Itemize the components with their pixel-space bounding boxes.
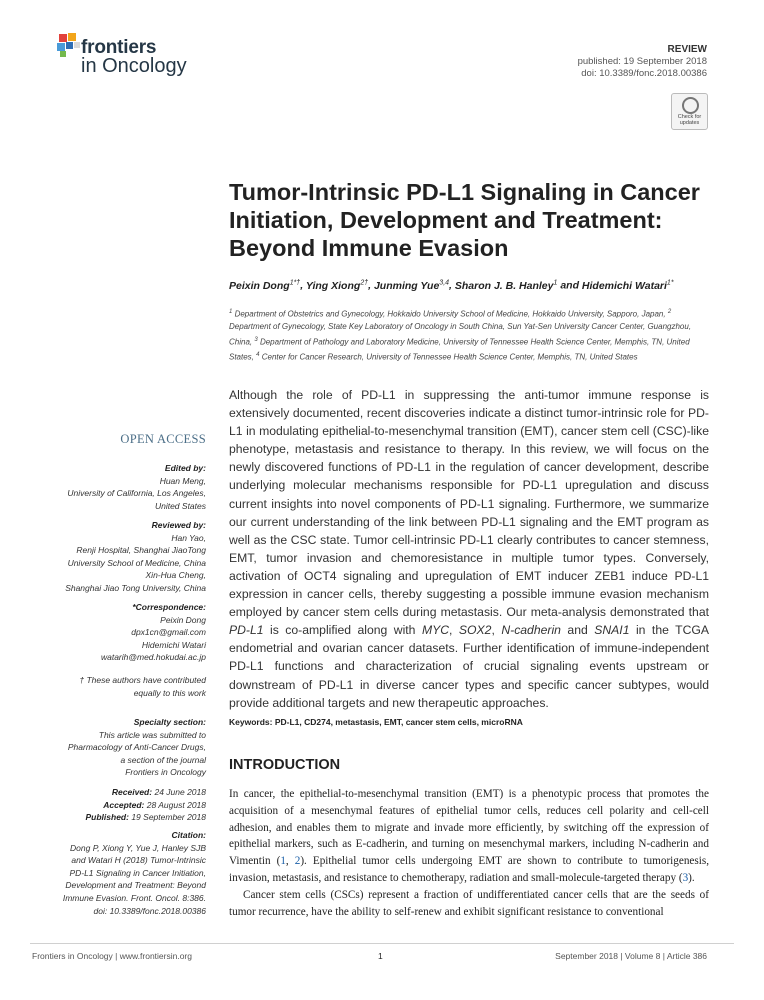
email-link[interactable]: watarih@med.hokudai.ac.jp bbox=[100, 652, 206, 663]
correspondence-block: *Correspondence: Peixin Dong dpx1cn@gmail.com Hidemichi Watari watarih@med.hokudai.ac.jp bbox=[100, 602, 206, 663]
author[interactable]: Ying Xiong$^{2\dagger}$ bbox=[305, 279, 369, 292]
journal-name: frontiers bbox=[81, 37, 157, 58]
check-for-updates-label: Check for updates bbox=[677, 114, 702, 126]
author[interactable]: Peixin Dong$^{1*\dagger}$ bbox=[229, 279, 301, 292]
keywords: Keywords: PD-L1, CD274, metastasis, EMT, cancer stem cells, microRNA bbox=[229, 717, 523, 727]
journal-subname: in Oncology bbox=[81, 55, 187, 77]
page-number: 1 bbox=[378, 951, 383, 961]
body-paragraph: In cancer, the epithelial-to-mesenchymal transition (EMT) is a phenotypic process that promotes the acquisition of a mesenchymal features of epithelial tumor cells, reduces cell polarity and cell-cell adhesion, and enables them to migrate and invade more efficiently, by switching off the expression of epithelial markers, such as E-cadherin, and turning on mesenchymal markers, including N-cadherin and Vimentin (1, 2). Epithelial tumor cells undergoing EMT are shown to contribute to tumorigenesis, invasion, metastasis, and resistance to chemotherapy, radiation and small-molecule-targeted therapy (3). bbox=[229, 788, 710, 884]
specialty-section-block: Specialty section: This article was submitted to Pharmacology of Anti-Cancer Drugs, a section of the journal Frontiers in Oncology bbox=[67, 717, 206, 778]
citation-link[interactable]: 1 bbox=[280, 855, 286, 868]
author[interactable]: Hidemichi Watari$^{1*}$ bbox=[581, 279, 674, 292]
affiliations: $^1$ Department of Obstetrics and Gynecology, Hokkaido University School of Medicine, Hokkaido University, Sapporo, Japan, $^2$ Department of Gynecology, State Key Laboratory of Oncology in South China, Sun Yat-Sen University Cancer Center, Guangzhou, China, $^3$ Department of Pathology and Laboratory Medicine, University of Tennessee Health Science Center, Memphis, TN, United States, $^4$ Center for Cancer Research, University of Tennessee Health Science Center, Memphis, TN, United States bbox=[229, 309, 692, 362]
published-date: published: 19 September 2018 bbox=[577, 56, 707, 67]
footer-divider bbox=[30, 943, 734, 944]
article-title: Tumor-Intrinsic PD-L1 Signaling in Cancer Initiation, Development and Treatment: Beyond Immune Evasion bbox=[229, 179, 700, 261]
article-type: REVIEW bbox=[667, 44, 707, 55]
frontiers-logo-icon bbox=[57, 33, 81, 57]
author[interactable]: Sharon J. B. Hanley$^1$ bbox=[454, 279, 558, 292]
dates-block: Received: 24 June 2018 Accepted: 28 August 2018 Published: 19 September 2018 bbox=[85, 787, 206, 823]
citation-block: Citation: Dong P, Xiong Y, Yue J, Hanley SJB and Watari H (2018) Tumor-Intrinsic PD-L1 Signaling in Cancer Initiation, Development and Treatment: Beyond Immune Evasion. Front. Oncol. 8:386. doi: 10.3389/fonc.2018.00386 bbox=[62, 830, 206, 916]
edited-by-block: Edited by: Huan Meng, University of California, Los Angeles, United States bbox=[67, 463, 206, 511]
footer-journal-link[interactable]: Frontiers in Oncology | www.frontiersin.org bbox=[32, 951, 192, 961]
check-for-updates-button[interactable] bbox=[671, 93, 708, 130]
journal-logo bbox=[57, 33, 227, 81]
section-heading: INTRODUCTION bbox=[229, 757, 341, 773]
email-link[interactable]: dpx1cn@gmail.com bbox=[131, 627, 206, 638]
body-paragraph: Cancer stem cells (CSCs) represent a fraction of undifferentiated cancer cells that are the seeds of tumor recurrence, have the ability to self-renew and exhibit significant resistance to conventional bbox=[229, 889, 709, 918]
footer-issue-info: September 2018 | Volume 8 | Article 386 bbox=[555, 951, 707, 961]
author[interactable]: Junming Yue$^{3,4}$ bbox=[373, 279, 450, 292]
citation-link[interactable]: 3 bbox=[682, 871, 689, 884]
equal-contribution-note: † These authors have contributed equally to this work bbox=[79, 675, 206, 698]
doi-link[interactable]: doi: 10.3389/fonc.2018.00386 bbox=[581, 68, 707, 79]
open-access-label: OPEN ACCESS bbox=[120, 432, 206, 446]
bookmark-icon bbox=[682, 97, 699, 114]
reviewed-by-block: Reviewed by: Han Yao, Renji Hospital, Shanghai JiaoTong University School of Medicine, China Xin-Hua Cheng, Shanghai Jiao Tong University, China bbox=[65, 520, 206, 593]
citation-link[interactable]: 2 bbox=[294, 855, 301, 868]
abstract: Although the role of PD-L1 in suppressing the anti-tumor immune response is extensively documented, recent discoveries indicate a distinct tumor-intrinsic role for PD-L1 in modulating epithelial-to-mesenchymal transition (EMT), cancer stem cell (CSC)-like phenotype, metastasis and resistance to therapy. In this review, we will focus on the newly discovered functions of PD-L1 in the regulation of cancer development, describe underlying molecular mechanisms responsible for PD-L1 upregulation and discuss current insights into novel components of PD-L1 signaling. Furthermore, we summarize our current understanding of the link between PD-L1 signaling and the EMT program as well as the CSC state. Tumor cell-intrinsic PD-L1 clearly contributes to cancer stemness, EMT, tumor invasion and chemoresistance in multiple tumor types. Conversely, activation of OCT4 signaling and upregulation of EMT inducer ZEB1 induce PD-L1 expression in cancer cells, thereby suggesting a possible immune evasion mechanism employed by cancer stem cells during metastasis. Our meta-analysis demonstrated that PD-L1 is co-amplified along with MYC, SOX2, N-cadherin and SNAI1 in the TCGA endometrial and ovarian cancer datasets. Further identification of immune-independent PD-L1 functions and characterization of crucial signaling events upstream or downstream of PD-L1 in diverse cancer types and specific cancer subtypes, would provide additional targets and new therapeutic approaches. bbox=[229, 388, 709, 710]
author-list: Peixin Dong$^{1*\dagger}$, Ying Xiong$^{2\dagger}$, Junming Yue$^{3,4}$, Sharon J. B. Hanley$^1$ and Hidemichi Watari$^{1*}$ bbox=[229, 279, 674, 292]
